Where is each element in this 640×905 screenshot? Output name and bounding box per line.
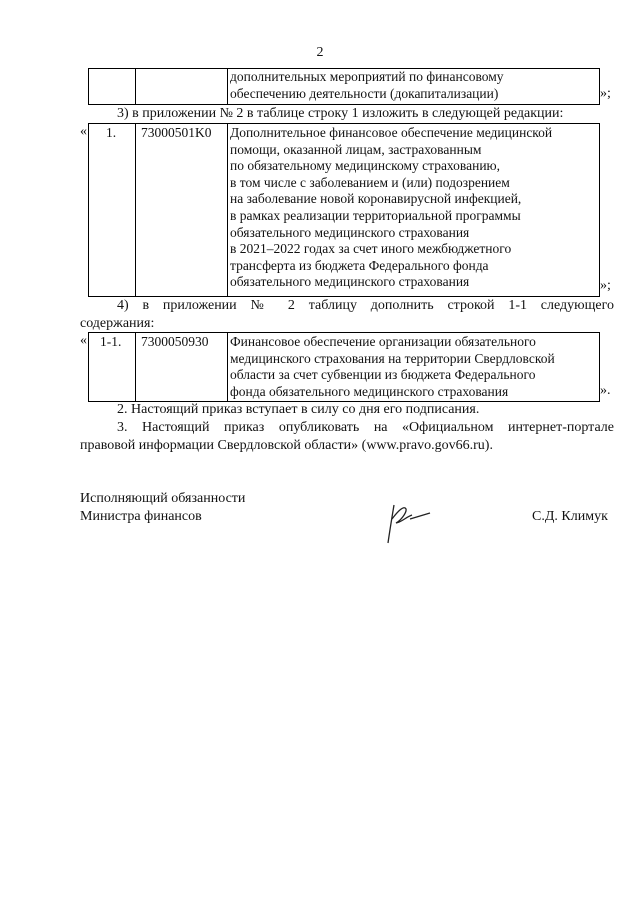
position-line: Исполняющий обязанности	[80, 491, 246, 506]
description-line: Дополнительное финансовое обеспечение медицинской	[230, 125, 553, 140]
table-cell-description	[230, 125, 552, 291]
row-code: 7300050930	[141, 334, 209, 349]
position-line: Министра финансов	[80, 509, 202, 524]
table-cell-code	[135, 69, 228, 104]
point-3: 3. Настоящий приказ опубликовать на «Официальном интернет-портале	[117, 420, 614, 435]
opening-quote: «	[80, 333, 87, 348]
description-line: обязательного медицинского страхования	[230, 224, 470, 240]
description-line: обязательного медицинского страхования	[230, 274, 470, 290]
description-line: по обязательному медицинскому страхованию,	[230, 158, 501, 174]
description-line: на заболевание новой коронавирусной инфекцией,	[230, 191, 522, 207]
table-cell-num	[89, 69, 136, 104]
description-line: фонда обязательного медицинского страхования	[230, 383, 509, 399]
description-line: трансферта из бюджета Федерального фонда	[230, 257, 489, 273]
description-line: дополнительных мероприятий по финансовому	[230, 69, 504, 84]
description-line: в 2021–2022 годах за счет иного межбюджетного	[230, 241, 512, 257]
description-line: Финансовое обеспечение организации обязательного	[230, 334, 536, 349]
table-cell-code	[135, 124, 228, 296]
table-cell-num	[89, 124, 136, 296]
table-continuation	[88, 68, 600, 105]
description-line: обеспечению деятельности (докапитализации)	[230, 85, 499, 101]
item-3: 3) в приложении № 2 в таблице строку 1 изложить в следующей редакции:	[117, 106, 564, 121]
row-code: 73000501K0	[141, 125, 212, 140]
description-line: медицинского страхования на территории Свердловской	[230, 350, 555, 366]
opening-quote: «	[80, 124, 87, 139]
closing-quote: »;	[600, 278, 611, 293]
item-4: 4) в приложении № 2 таблицу дополнить строкой 1-1 следующего	[117, 298, 614, 313]
handwritten-signature	[380, 495, 440, 550]
description-line: области за счет субвенции из бюджета Федерального	[230, 367, 536, 383]
table-cell-description	[230, 69, 504, 102]
description-line: в рамках реализации территориальной программы	[230, 207, 521, 223]
table-row-1-1	[88, 332, 600, 402]
page-number: 2	[316, 45, 324, 60]
description-line: помощи, оказанной лицам, застрахованным	[230, 141, 482, 157]
signatory-position	[80, 490, 245, 526]
item-4-continuation: содержания:	[80, 316, 155, 331]
signatory-name: С.Д. Климук	[532, 509, 608, 524]
row-number: 1.	[106, 125, 117, 140]
row-number: 1-1.	[100, 334, 122, 349]
closing-quote: ».	[600, 383, 611, 398]
closing-quote: »;	[600, 86, 611, 101]
table-cell-description	[230, 334, 555, 400]
point-3-continuation: правовой информации Свердловской области» (www.pravo.gov66.ru).	[80, 438, 493, 453]
table-row-1	[88, 123, 600, 297]
description-line: в том числе с заболеванием и (или) подозрением	[230, 174, 510, 190]
point-2: 2. Настоящий приказ вступает в силу со дня его подписания.	[117, 402, 480, 417]
